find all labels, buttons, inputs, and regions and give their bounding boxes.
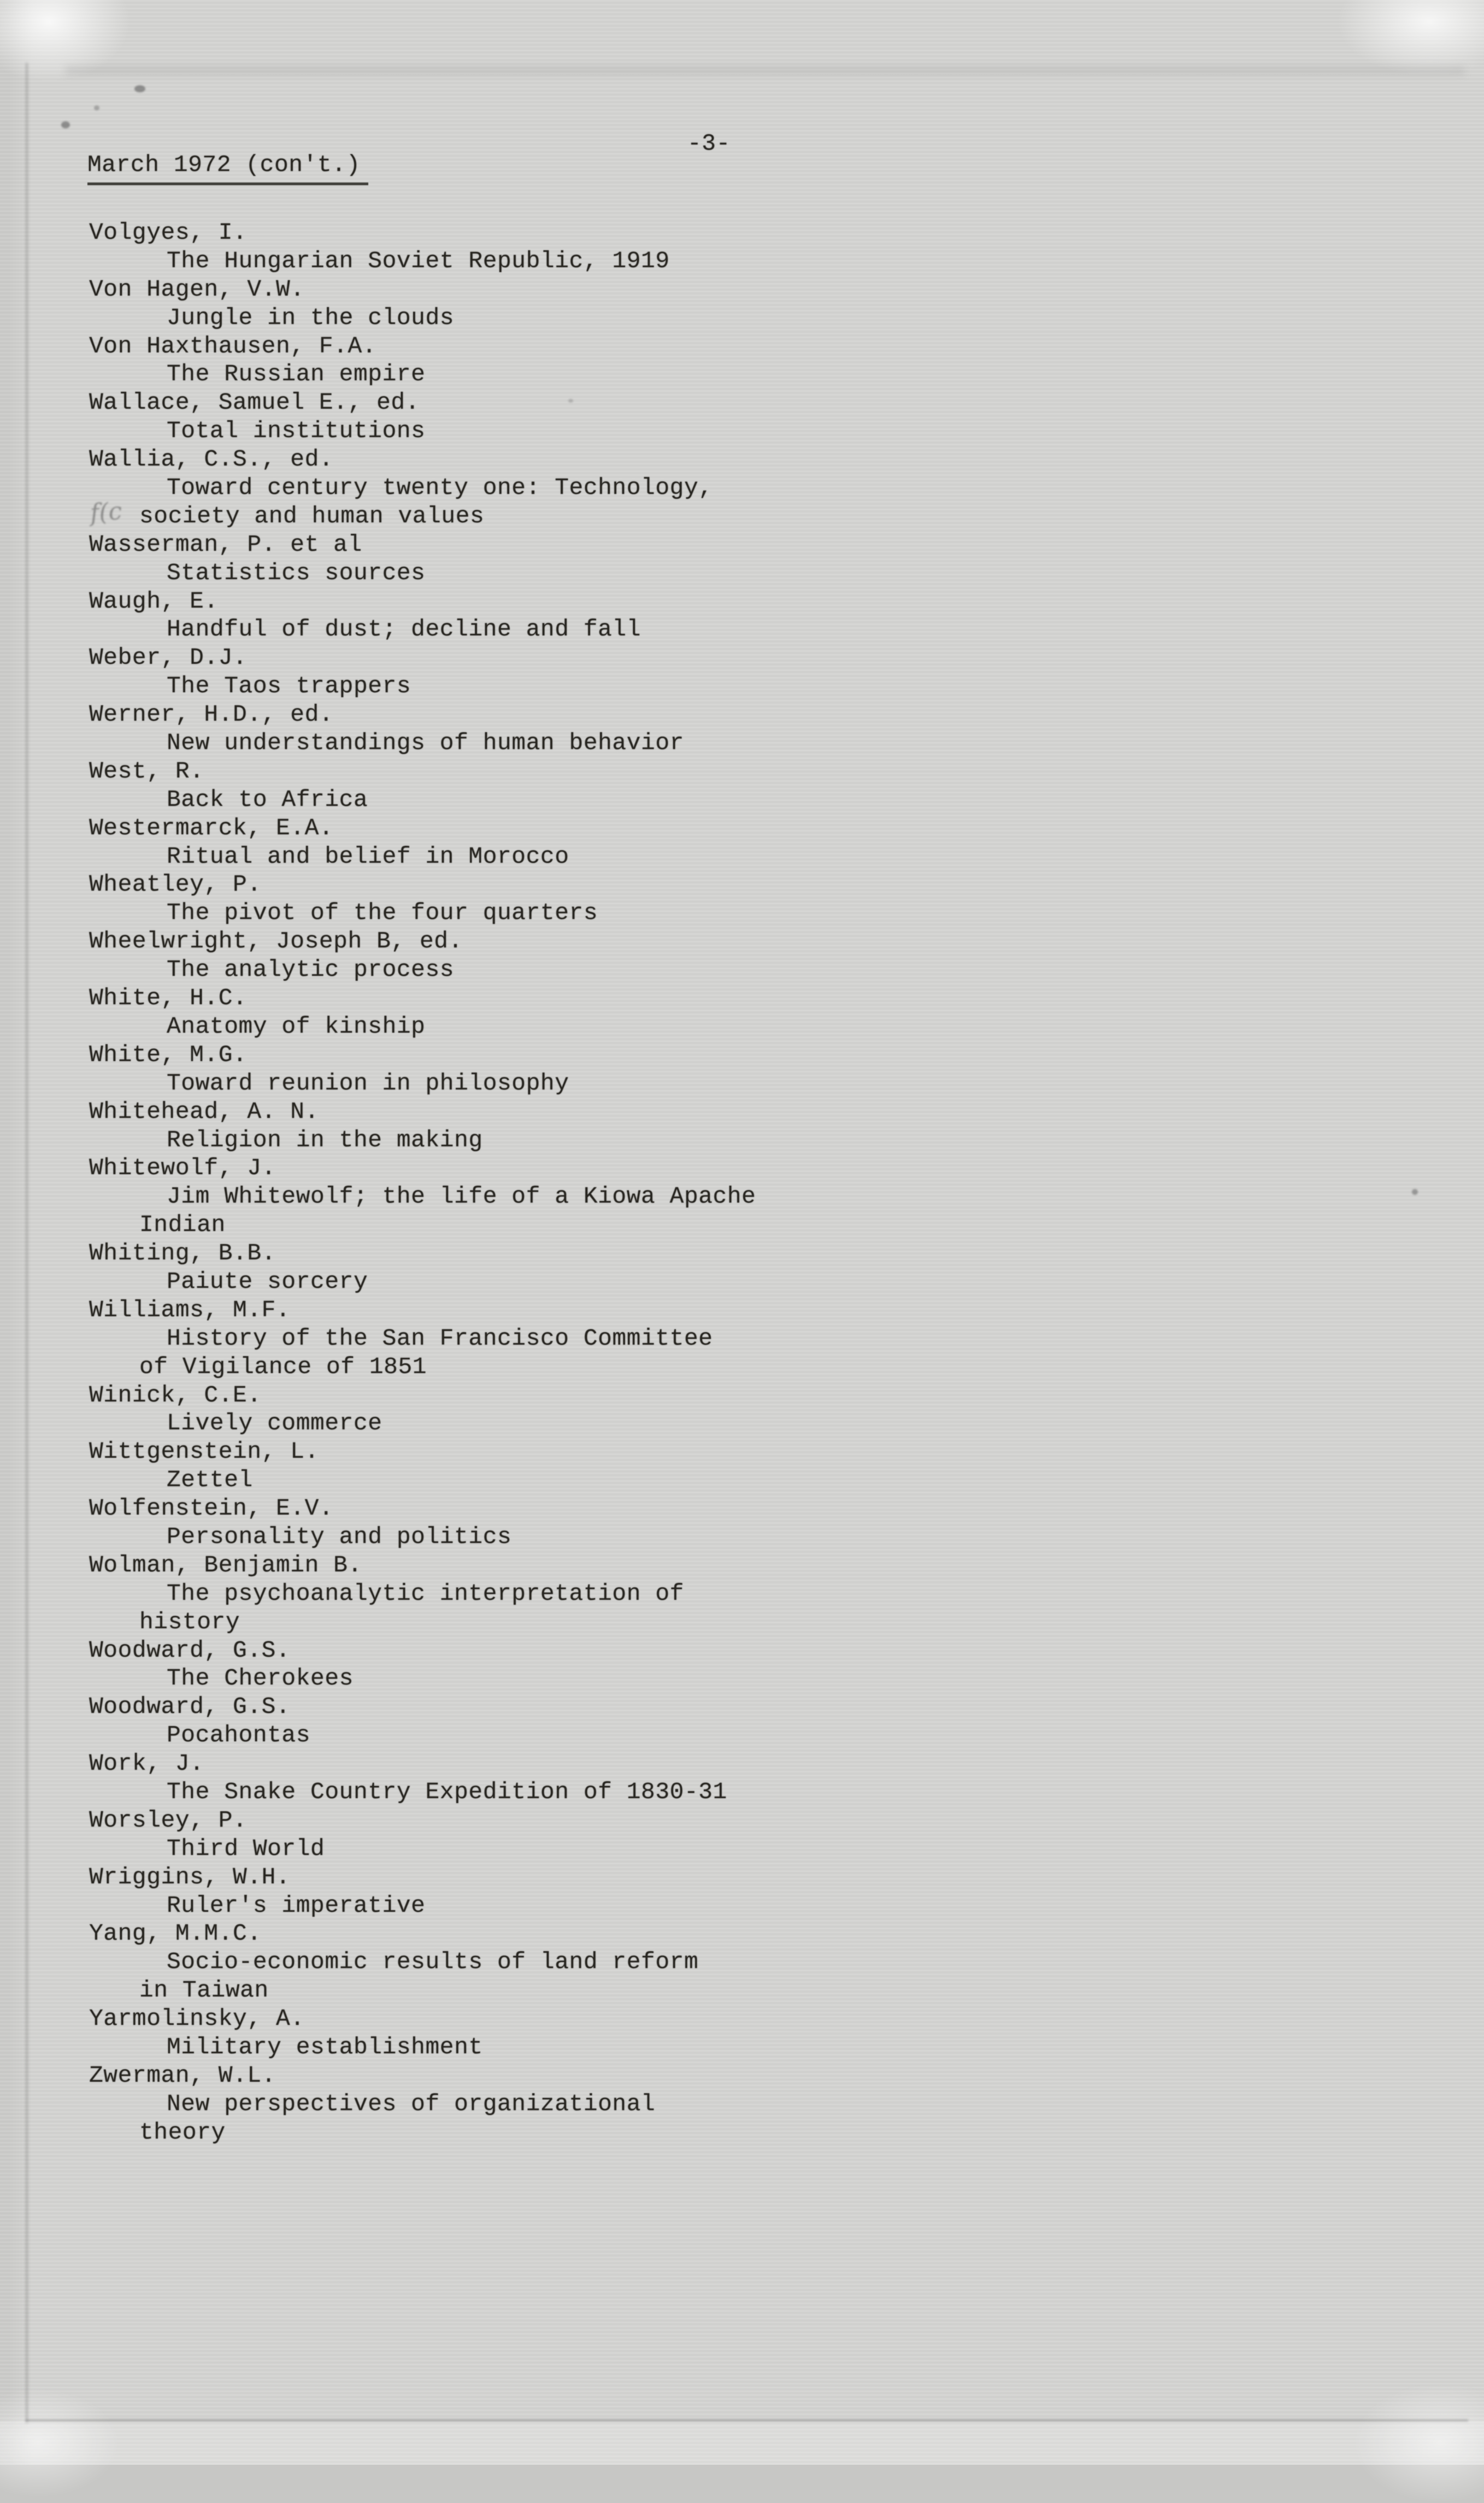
entry-author-line: Zwerman, W.L. [89,2062,276,2089]
entry-author-line: Weber, D.J. [89,644,248,672]
entry-title-line: Ritual and belief in Morocco [167,843,569,870]
entry-title-line: The pivot of the four quarters [167,899,598,927]
entry-list [89,219,1400,2147]
entry-title-wrap-line: history [139,1608,240,1635]
entry-title-line: New perspectives of organizational [167,2090,656,2117]
entry-author-line: Yarmolinsky, A. [89,2005,305,2033]
entry-title-wrap-line: society and human values [139,502,485,529]
entry-author-line: Von Hagen, V.W. [89,275,305,303]
entry-title-line: Pocahontas [167,1722,311,1749]
entry-title-line: Jim Whitewolf; the life of a Kiowa Apache [167,1183,756,1210]
entry-title-line: Handful of dust; decline and fall [167,616,641,643]
entry-title-wrap-line: theory [139,2118,226,2146]
entry-title-line: New understandings of human behavior [167,729,684,757]
margin-smudge-artifact: f(c [89,497,123,527]
entry-author-line: Wolman, Benjamin B. [89,1551,362,1579]
entry-author-line: Wolfenstein, E.V. [89,1495,334,1522]
entry-author-line: Wasserman, P. et al [89,531,362,558]
entry-title-line: Military establishment [167,2034,483,2060]
entry-author-line: Whiting, B.B. [89,1240,276,1267]
entry-author-line: Werner, H.D., ed. [89,701,334,728]
entry-title-wrap-line: Indian [139,1211,226,1239]
entry-title-line: Personality and politics [167,1523,512,1550]
entry-title-line: Religion in the making [167,1126,483,1153]
entry-author-line: Waugh, E. [89,587,219,615]
entry-title-line: The Taos trappers [167,673,411,700]
entry-author-line: West, R. [89,757,204,785]
entry-author-line: White, H.C. [89,985,248,1012]
entry-title-line: The analytic process [167,956,455,983]
entry-title-line: The Cherokees [167,1665,354,1692]
entry-author-line: Wittgenstein, L. [89,1438,319,1465]
entry-author-line: Westermarck, E.A. [89,814,334,841]
entry-author-line: Volgyes, I. [89,219,248,246]
entry-title-line: The psychoanalytic interpretation of [167,1580,684,1607]
entry-author-line: Wallace, Samuel E., ed. [89,389,420,416]
entry-title-line: Jungle in the clouds [167,304,455,331]
entry-title-line: Lively commerce [167,1410,382,1437]
entry-title-line: Paiute sorcery [167,1268,368,1295]
entry-title-line: History of the San Francisco Committee [167,1324,713,1352]
page-heading: March 1972 (con't.) [87,151,368,185]
entry-author-line: Wheatley, P. [89,871,262,898]
entry-title-wrap-line: of Vigilance of 1851 [139,1353,427,1380]
entry-author-line: Winick, C.E. [89,1381,262,1409]
entry-title-line: Toward century twenty one: Technology, [167,474,713,502]
entry-author-line: Woodward, G.S. [89,1636,291,1664]
entry-title-line: Zettel [167,1467,253,1494]
entry-author-line: Woodward, G.S. [89,1693,291,1721]
entry-title-line: The Snake Country Expedition of 1830-31 [167,1778,727,1805]
entry-title-line: Back to Africa [167,786,368,813]
entry-author-line: Von Haxthausen, F.A. [89,332,377,360]
entry-author-line: Whitehead, A. N. [89,1098,319,1125]
entry-title-line: The Hungarian Soviet Republic, 1919 [167,247,670,274]
entry-title-line: Total institutions [167,417,426,445]
entry-author-line: Wriggins, W.H. [89,1863,291,1890]
entry-title-line: Anatomy of kinship [167,1012,426,1040]
entry-author-line: Whitewolf, J. [89,1155,276,1182]
entry-title-line: Third World [167,1835,325,1862]
entry-title-line: Socio-economic results of land reform [167,1948,699,1976]
entry-author-line: Wallia, C.S., ed. [89,446,334,473]
entry-title-wrap-line: in Taiwan [139,1977,269,2004]
entry-author-line: Worsley, P. [89,1806,248,1834]
entry-author-line: Yang, M.M.C. [89,1920,262,1947]
entry-author-line: Work, J. [89,1750,204,1777]
entry-title-line: Toward reunion in philosophy [167,1069,569,1097]
entry-title-line: Statistics sources [167,559,426,586]
entry-author-line: Wheelwright, Joseph B, ed. [89,928,463,955]
page-number: -3- [687,130,731,157]
entry-author-line: Williams, M.F. [89,1296,291,1323]
entry-author-line: White, M.G. [89,1041,248,1068]
entry-title-line: The Russian empire [167,361,426,388]
entry-title-line: Ruler's imperative [167,1892,426,1919]
